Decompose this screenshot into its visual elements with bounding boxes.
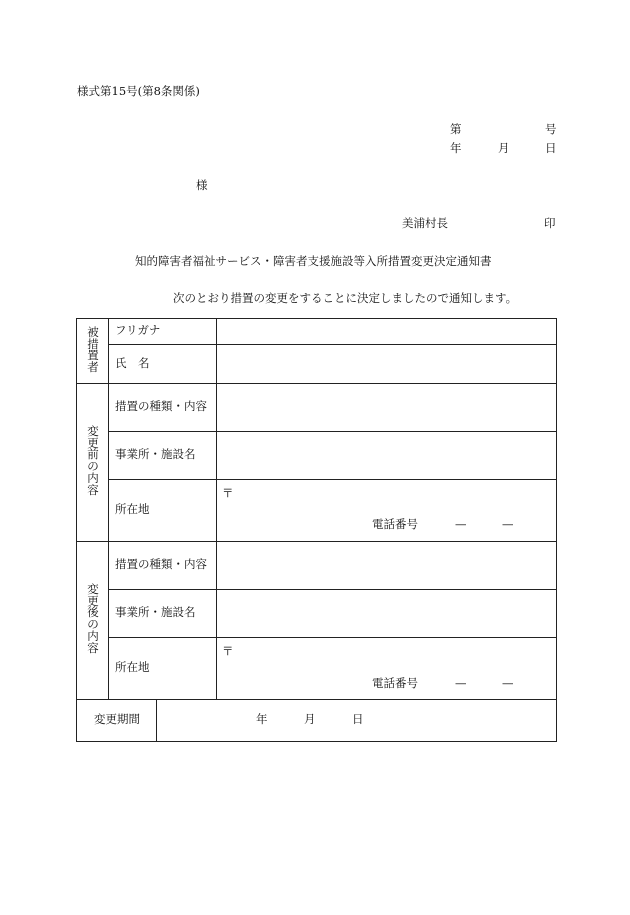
after-phone-dash-1: —: [455, 676, 467, 690]
period-label: 変更期間: [94, 712, 140, 726]
before-postal-mark: 〒: [222, 486, 234, 500]
doc-no-dai: 第: [450, 122, 462, 136]
period-month: 月: [304, 712, 316, 726]
before-phone-dash-1: —: [455, 517, 467, 531]
before-facility-label: 事業所・施設名: [115, 447, 196, 461]
before-phone-label: 電話番号: [372, 517, 418, 531]
before-phone-dash-2: —: [502, 517, 514, 531]
after-section-label: 変更後の内容: [87, 582, 99, 655]
after-phone-dash-2: —: [502, 676, 514, 690]
after-location-label: 所在地: [115, 660, 150, 674]
after-phone-label: 電話番号: [372, 676, 418, 690]
date-day: 日: [545, 141, 557, 155]
after-measure-label: 措置の種類・内容: [115, 557, 207, 571]
intro-text: 次のとおり措置の変更をすることに決定しましたので通知します。: [173, 291, 518, 305]
before-location-label: 所在地: [115, 502, 150, 516]
after-facility-label: 事業所・施設名: [115, 605, 196, 619]
issuer-title: 美浦村長: [402, 216, 448, 230]
document-title: 知的障害者福祉サービス・障害者支援施設等入所措置変更決定通知書: [135, 254, 492, 268]
period-year: 年: [256, 712, 268, 726]
before-measure-label: 措置の種類・内容: [115, 399, 207, 413]
period-day: 日: [352, 712, 364, 726]
issuer-seal: 印: [544, 216, 556, 230]
date-year: 年: [450, 141, 462, 155]
name-label: 氏 名: [115, 356, 150, 370]
form-number: 様式第15号(第8条関係): [77, 84, 200, 98]
doc-no-go: 号: [545, 122, 557, 136]
addressee-suffix: 様: [196, 178, 208, 192]
furigana-label: フリガナ: [115, 323, 161, 337]
before-section-label: 変更前の内容: [87, 424, 99, 497]
subject-section-label: 被措置者: [87, 325, 99, 375]
after-postal-mark: 〒: [222, 644, 234, 658]
date-month: 月: [498, 141, 510, 155]
